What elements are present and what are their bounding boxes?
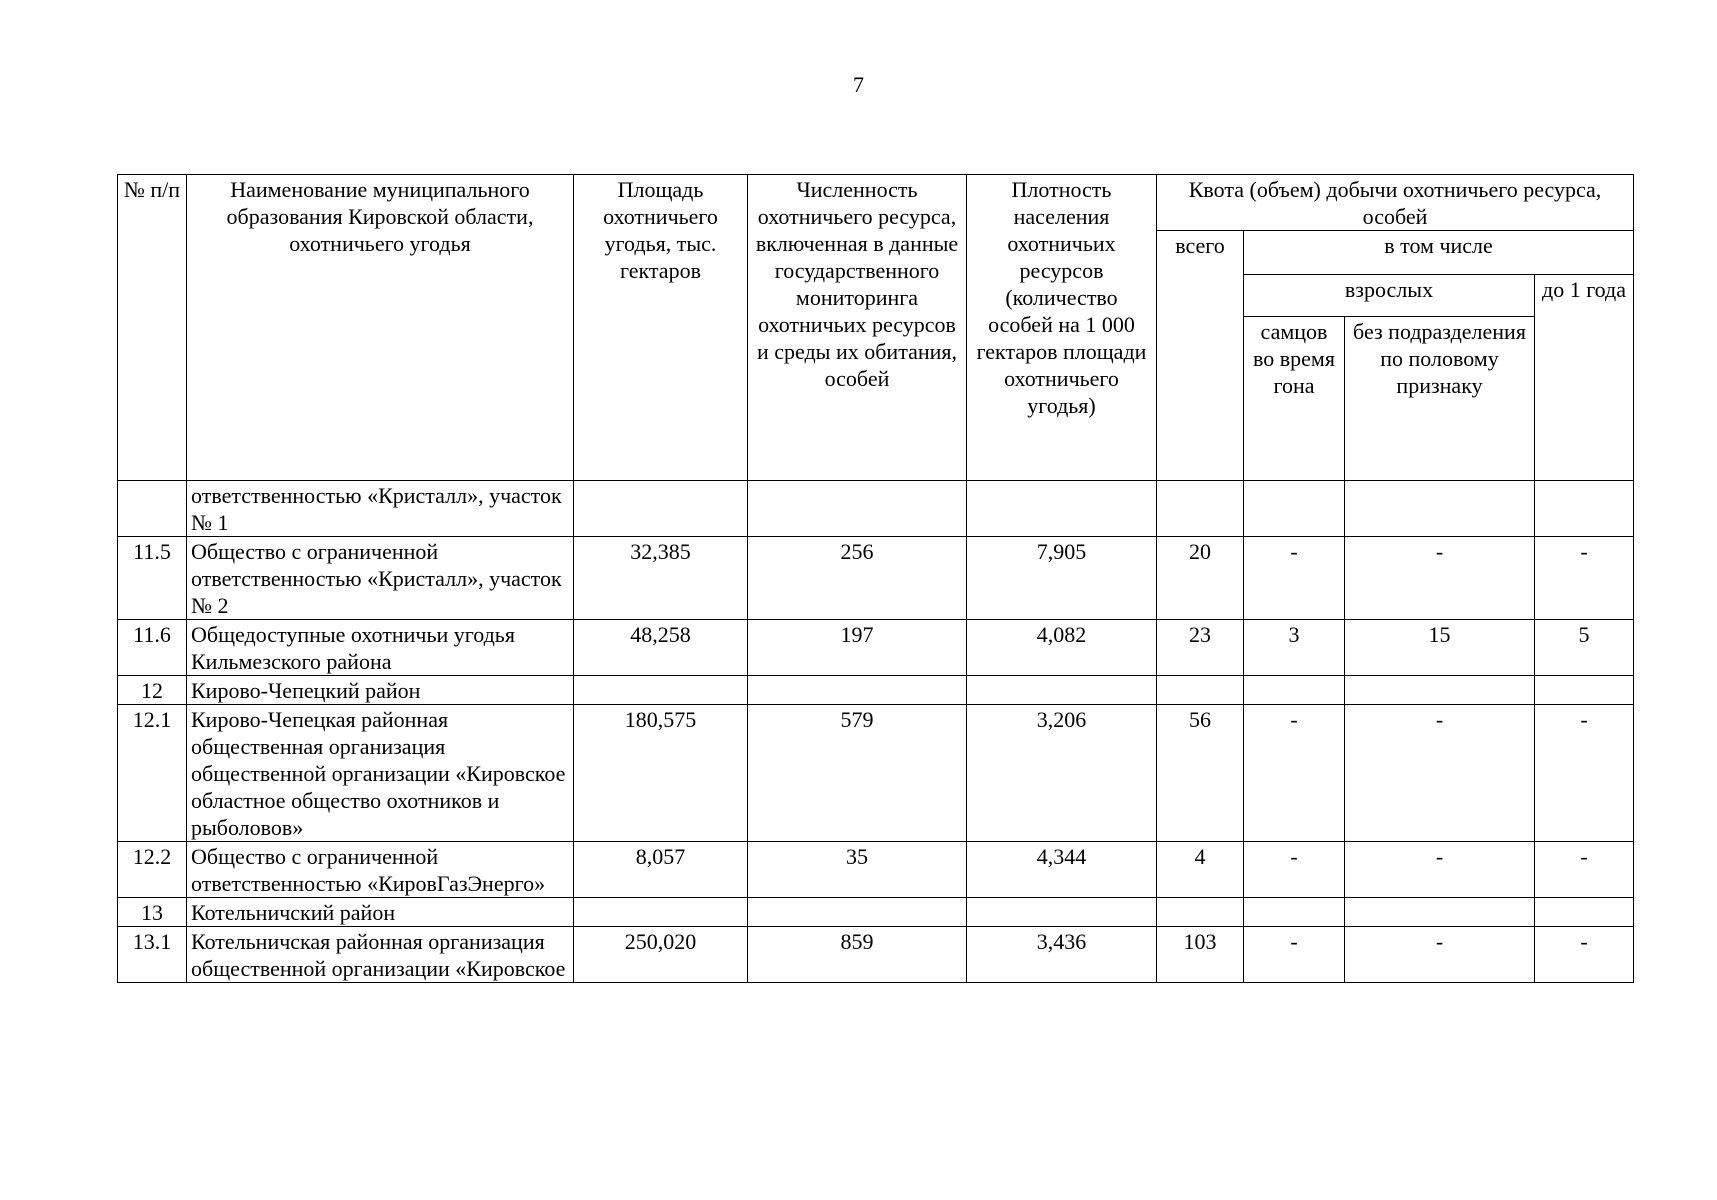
cell-area: 48,258 (574, 620, 748, 676)
cell-name: Общедоступные охотничьи угодья Кильмезского района (187, 620, 574, 676)
cell-area: 250,020 (574, 927, 748, 983)
cell-name: Общество с ограниченной ответственностью «КировГазЭнерго» (187, 842, 574, 898)
cell-males-rut (1244, 898, 1345, 927)
cell-under1: - (1535, 842, 1634, 898)
cell-males-rut: - (1244, 537, 1345, 620)
cell-under1 (1535, 481, 1634, 537)
cell-no-sex: - (1345, 537, 1535, 620)
table-row (118, 898, 1634, 927)
cell-num: 11.6 (118, 620, 187, 676)
cell-name: Котельничская районная организация общественной организации «Кировское (187, 927, 574, 983)
header-name: Наименование муниципального образования Кировской области, охотничьего угодья (187, 175, 574, 481)
cell-total: 20 (1157, 537, 1244, 620)
cell-no-sex: - (1345, 842, 1535, 898)
cell-count (748, 481, 967, 537)
cell-males-rut (1244, 676, 1345, 705)
quota-table (117, 174, 1634, 983)
cell-area: 180,575 (574, 705, 748, 842)
cell-area (574, 898, 748, 927)
cell-total (1157, 676, 1244, 705)
cell-no-sex (1345, 481, 1535, 537)
cell-density: 4,082 (967, 620, 1157, 676)
cell-num: 12.1 (118, 705, 187, 842)
cell-density (967, 898, 1157, 927)
cell-num: 11.5 (118, 537, 187, 620)
header-density: Плотность населения охотничьих ресурсов (количество особей на 1 000 гектаров площади охотничьего угодья) (967, 175, 1157, 481)
header-under1: до 1 года (1535, 275, 1634, 481)
header-area: Площадь охотничьего угодья, тыс. гектаров (574, 175, 748, 481)
cell-count: 256 (748, 537, 967, 620)
cell-males-rut: - (1244, 705, 1345, 842)
cell-count: 579 (748, 705, 967, 842)
cell-count (748, 898, 967, 927)
cell-under1: - (1535, 927, 1634, 983)
table-row (118, 481, 1634, 537)
table-row (118, 927, 1634, 983)
cell-name: Кирово-Чепецкая районная общественная организация общественной организации «Кировское областное общество охотников и рыболовов» (187, 705, 574, 842)
cell-num: 12 (118, 676, 187, 705)
cell-under1: 5 (1535, 620, 1634, 676)
cell-num: 13 (118, 898, 187, 927)
cell-area (574, 676, 748, 705)
cell-count: 35 (748, 842, 967, 898)
cell-name: Котельничский район (187, 898, 574, 927)
cell-under1 (1535, 898, 1634, 927)
header-males-rut: самцов во время гона (1244, 317, 1345, 481)
cell-total: 4 (1157, 842, 1244, 898)
table-row (118, 842, 1634, 898)
table-row (118, 620, 1634, 676)
cell-density: 4,344 (967, 842, 1157, 898)
cell-total: 23 (1157, 620, 1244, 676)
cell-density: 3,206 (967, 705, 1157, 842)
page-number: 7 (853, 72, 864, 97)
cell-density (967, 676, 1157, 705)
header-adults: взрослых (1244, 275, 1535, 317)
table-row (118, 537, 1634, 620)
cell-no-sex: - (1345, 705, 1535, 842)
cell-males-rut (1244, 481, 1345, 537)
cell-density (967, 481, 1157, 537)
cell-num: 12.2 (118, 842, 187, 898)
cell-density: 7,905 (967, 537, 1157, 620)
cell-count: 197 (748, 620, 967, 676)
cell-area (574, 481, 748, 537)
header-num: № п/п (118, 175, 187, 481)
cell-no-sex: - (1345, 927, 1535, 983)
cell-name: Общество с ограниченной ответственностью «Кристалл», участок № 2 (187, 537, 574, 620)
header-total: всего (1157, 231, 1244, 481)
cell-area: 32,385 (574, 537, 748, 620)
cell-name: ответственностью «Кристалл», участок № 1 (187, 481, 574, 537)
cell-num (118, 481, 187, 537)
cell-males-rut: 3 (1244, 620, 1345, 676)
cell-under1: - (1535, 537, 1634, 620)
cell-density: 3,436 (967, 927, 1157, 983)
cell-count: 859 (748, 927, 967, 983)
cell-name: Кирово-Чепецкий район (187, 676, 574, 705)
cell-count (748, 676, 967, 705)
table-header (118, 175, 1634, 481)
cell-under1: - (1535, 705, 1634, 842)
table-body (118, 481, 1634, 983)
cell-total: 103 (1157, 927, 1244, 983)
cell-males-rut: - (1244, 842, 1345, 898)
header-quota: Квота (объем) добычи охотничьего ресурса, особей (1157, 175, 1634, 231)
header-no-sex: без подразделения по половому признаку (1345, 317, 1535, 481)
cell-no-sex (1345, 898, 1535, 927)
cell-total (1157, 481, 1244, 537)
cell-total: 56 (1157, 705, 1244, 842)
cell-males-rut: - (1244, 927, 1345, 983)
header-count: Численность охотничьего ресурса, включенная в данные государственного мониторинга охотничьих ресурсов и среды их обитания, особей (748, 175, 967, 481)
header-including: в том числе (1244, 231, 1634, 275)
cell-total (1157, 898, 1244, 927)
table-row (118, 676, 1634, 705)
cell-num: 13.1 (118, 927, 187, 983)
cell-no-sex (1345, 676, 1535, 705)
cell-under1 (1535, 676, 1634, 705)
cell-no-sex: 15 (1345, 620, 1535, 676)
cell-area: 8,057 (574, 842, 748, 898)
table-row (118, 705, 1634, 842)
